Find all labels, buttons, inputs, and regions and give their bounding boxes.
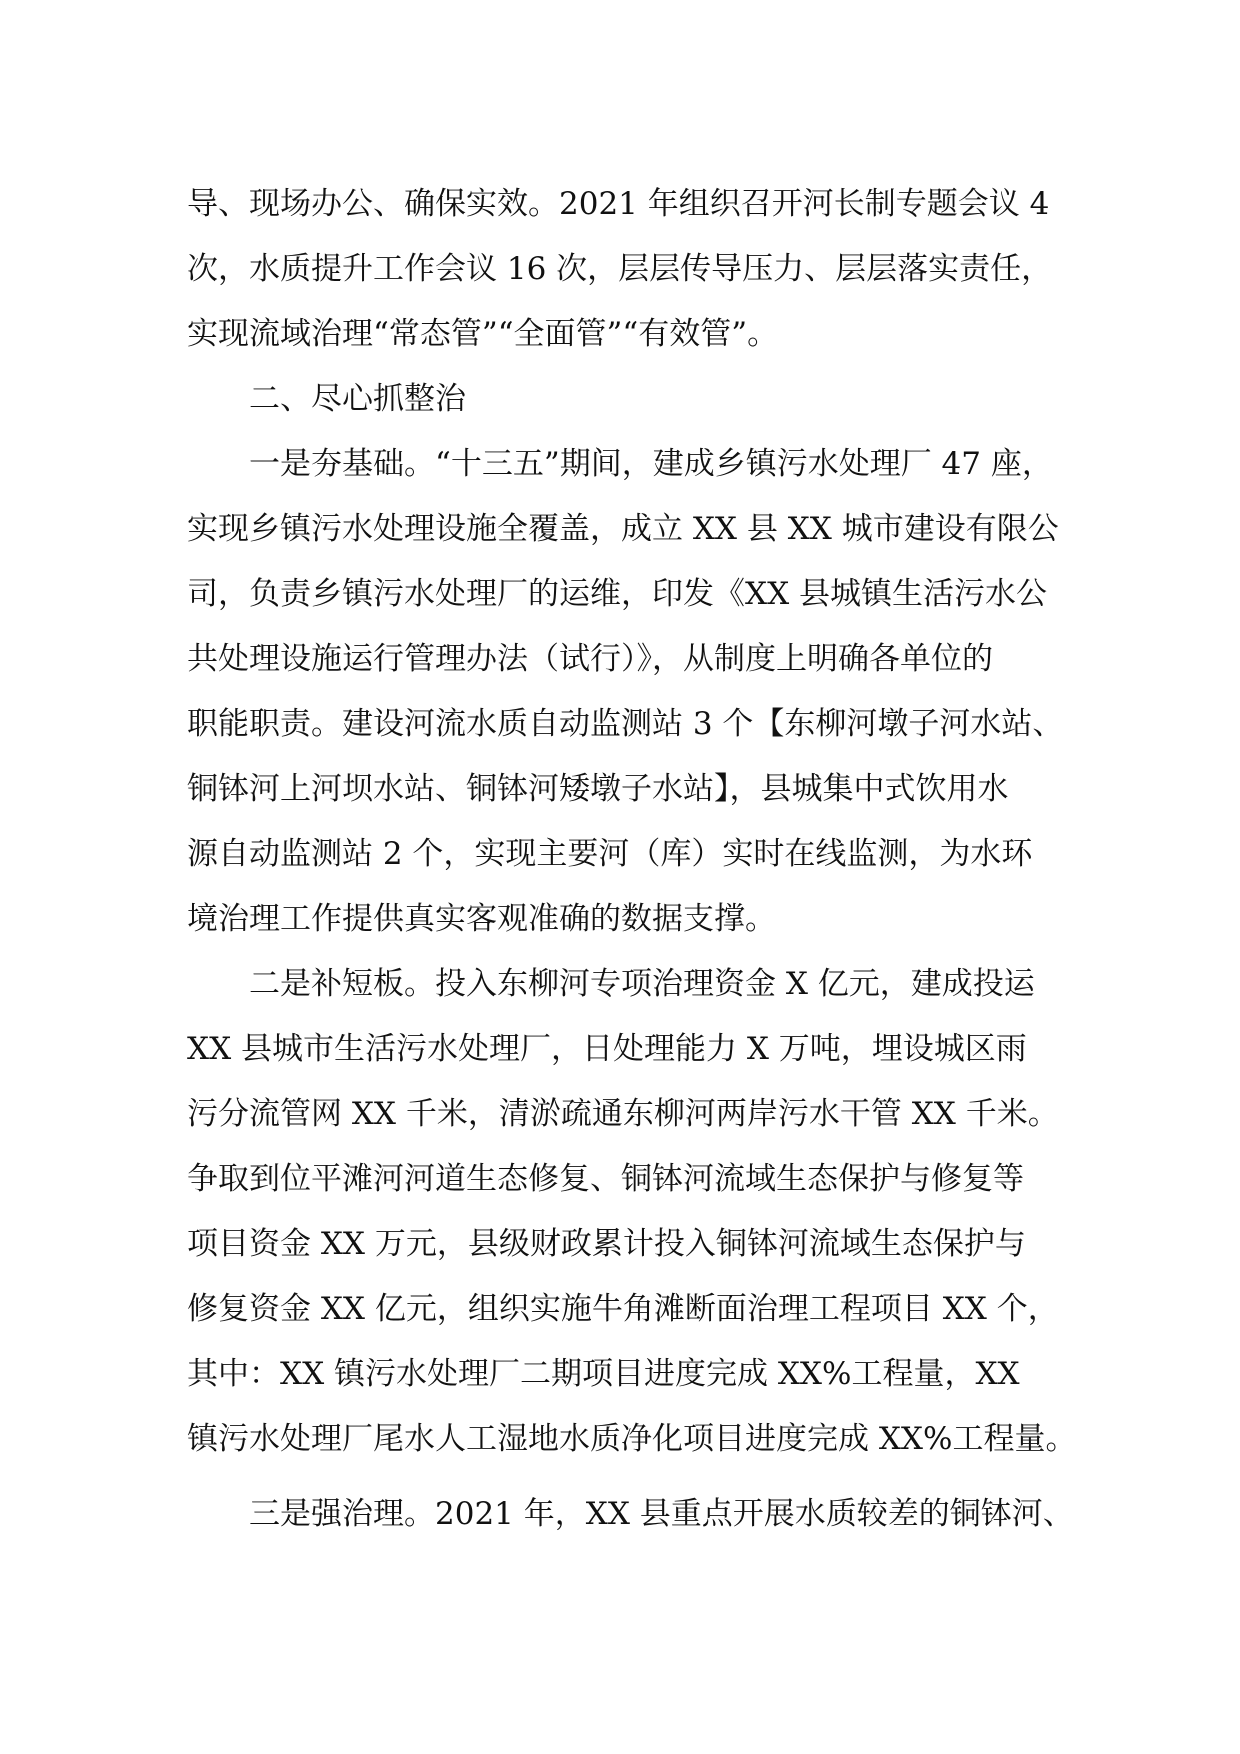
text-line: 共处理设施运行管理办法（试行）》，从制度上明确各单位的 bbox=[187, 641, 993, 677]
document-body bbox=[187, 172, 1077, 1547]
text-line: 污分流管网 XX 千米，清淤疏通东柳河两岸污水干管 XX 千米。 bbox=[187, 1096, 1059, 1132]
text-line: 其中：XX 镇污水处理厂二期项目进度完成 XX%工程量，XX bbox=[187, 1356, 1020, 1392]
text-line: 源自动监测站 2 个，实现主要河（库）实时在线监测，为水环 bbox=[187, 836, 1033, 872]
paragraph-first-line: 三是强治理。2021 年，XX 县重点开展水质较差的铜钵河、 bbox=[249, 1496, 1074, 1532]
text-line: 修复资金 XX 亿元，组织实施牛角滩断面治理工程项目 XX 个， bbox=[187, 1291, 1059, 1327]
text-line: 司，负责乡镇污水处理厂的运维，印发《XX 县城镇生活污水公 bbox=[187, 576, 1047, 612]
text-line: 境治理工作提供真实客观准确的数据支撑。 bbox=[187, 901, 776, 937]
text-line: 次，水质提升工作会议 16 次，层层传导压力、层层落实责任， bbox=[187, 251, 1053, 287]
text-line: 铜钵河上河坝水站、铜钵河矮墩子水站】，县城集中式饮用水 bbox=[187, 771, 1009, 807]
text-line: 镇污水处理厂尾水人工湿地水质净化项目进度完成 XX%工程量。 bbox=[187, 1421, 1077, 1457]
paragraph-spacer bbox=[187, 1472, 1077, 1482]
text-line: 导、现场办公、确保实效。2021 年组织召开河长制专题会议 4 bbox=[187, 186, 1050, 222]
text-line: 项目资金 XX 万元，县级财政累计投入铜钵河流域生态保护与 bbox=[187, 1226, 1026, 1262]
paragraph-first-line: 二是补短板。投入东柳河专项治理资金 X 亿元，建成投运 bbox=[249, 966, 1035, 1002]
text-line: XX 县城市生活污水处理厂，日处理能力 X 万吨，埋设城区雨 bbox=[187, 1031, 1027, 1067]
text-line: 实现乡镇污水处理设施全覆盖，成立 XX 县 XX 城市建设有限公 bbox=[187, 511, 1059, 547]
paragraph-first-line: 一是夯基础。“十三五”期间，建成乡镇污水处理厂 47 座， bbox=[249, 446, 1053, 482]
section-heading: 二、尽心抓整治 bbox=[249, 381, 466, 417]
text-line: 争取到位平滩河河道生态修复、铜钵河流域生态保护与修复等 bbox=[187, 1161, 1024, 1197]
text-line: 职能职责。建设河流水质自动监测站 3 个【东柳河墩子河水站、 bbox=[187, 706, 1064, 742]
text-line: 实现流域治理“常态管”“全面管”“有效管”。 bbox=[187, 316, 779, 352]
